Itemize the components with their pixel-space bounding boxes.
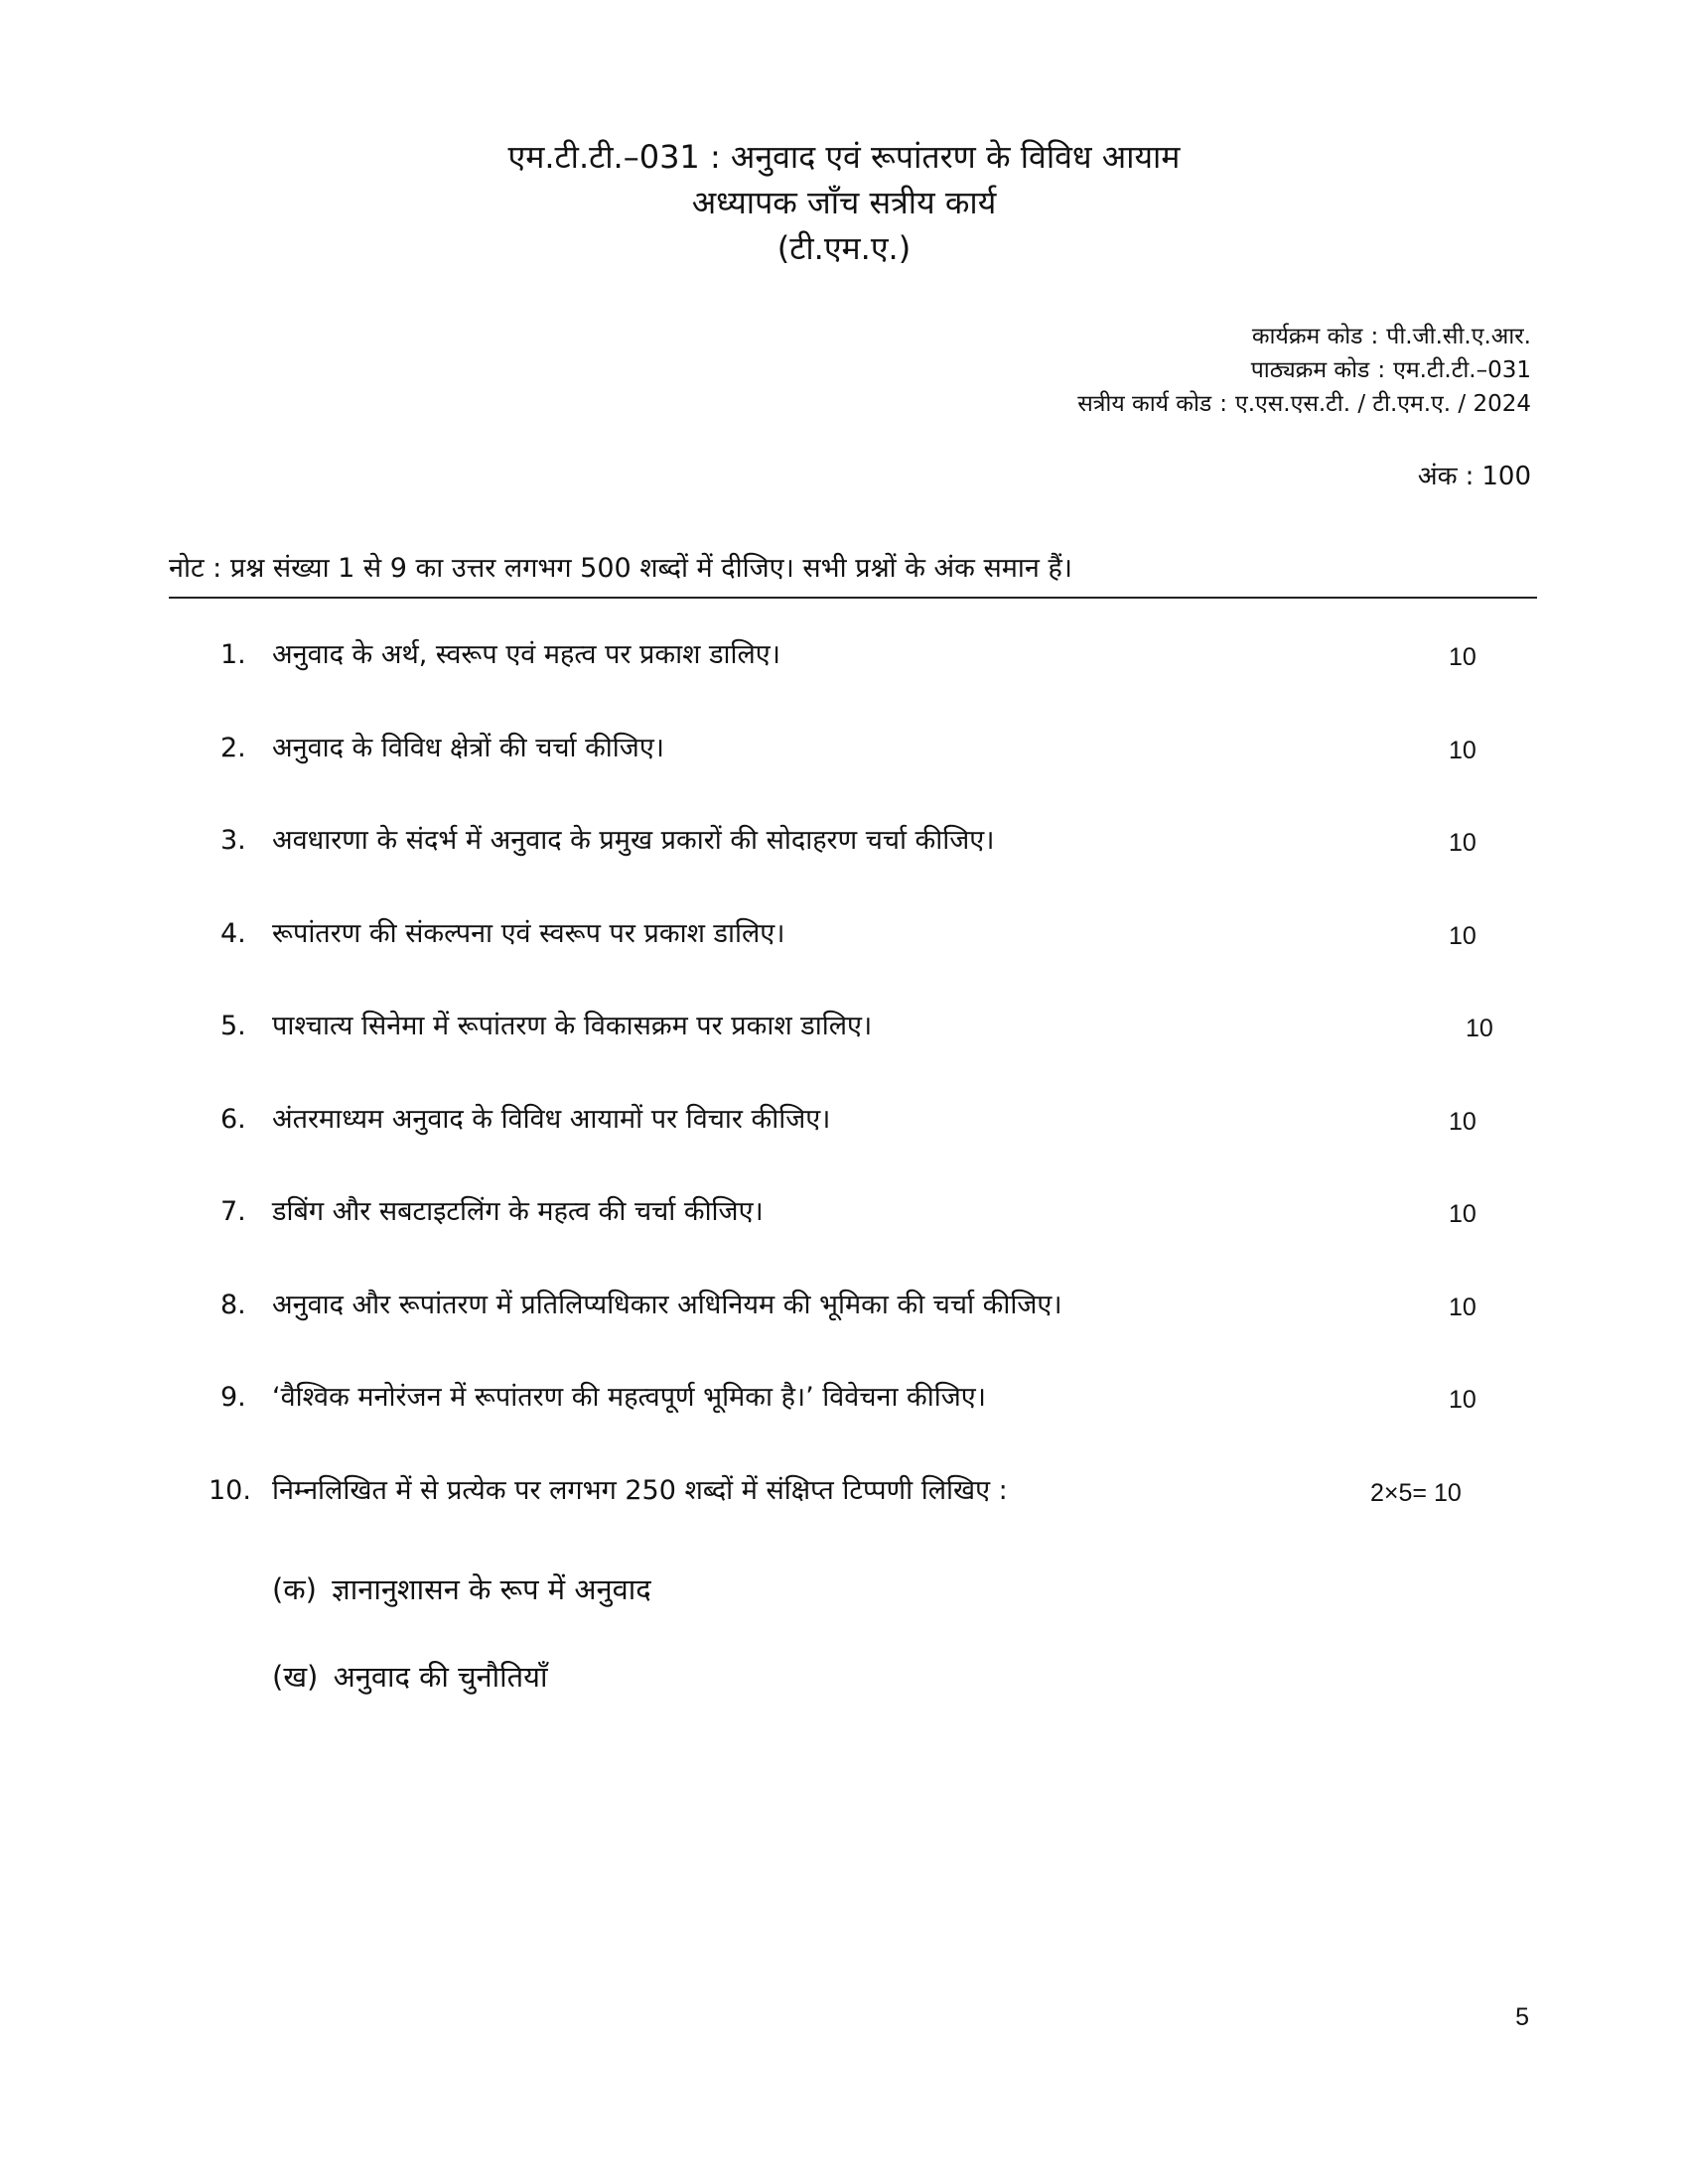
question-number: 1. bbox=[220, 639, 246, 670]
total-marks-value: 100 bbox=[1481, 462, 1531, 491]
question-item bbox=[220, 821, 1491, 914]
question-item bbox=[220, 729, 1491, 822]
question-marks: 2×5= 10 bbox=[1370, 1478, 1462, 1507]
question-text: अवधारणा के संदर्भ में अनुवाद के प्रमुख प्रकारों की सोदाहरण चर्चा कीजिए। bbox=[272, 825, 995, 856]
question-marks: 10 bbox=[1449, 921, 1477, 950]
question-text: अनुवाद के विविध क्षेत्रों की चर्चा कीजिए। bbox=[272, 732, 664, 763]
page-number: 5 bbox=[1515, 2003, 1529, 2031]
course-title: एम.टी.टी.–031 : अनुवाद एवं रूपांतरण के विविध आयाम bbox=[507, 138, 1181, 176]
question-number: 8. bbox=[220, 1289, 246, 1320]
course-code-label: पाठ्यक्रम कोड bbox=[1250, 357, 1370, 383]
question-text: पाश्चात्य सिनेमा में रूपांतरण के विकासक्रम पर प्रकाश डालिए। bbox=[272, 1011, 873, 1041]
question-marks: 10 bbox=[1449, 643, 1477, 671]
programme-code-separator: : bbox=[1370, 324, 1379, 349]
question-text: रूपांतरण की संकल्पना एवं स्वरूप पर प्रकाश डालिए। bbox=[272, 917, 785, 949]
assignment-code-label: सत्रीय कार्य कोड bbox=[1077, 391, 1212, 417]
sub-question-text: अनुवाद की चुनौतियाँ bbox=[333, 1660, 548, 1694]
question-number: 6. bbox=[220, 1103, 246, 1135]
codes-block bbox=[1077, 320, 1531, 421]
question-number: 9. bbox=[220, 1382, 246, 1413]
sub-question-item bbox=[272, 1569, 651, 1656]
programme-code-value: पी.जी.सी.ए.आर. bbox=[1386, 324, 1531, 349]
total-marks bbox=[1418, 459, 1531, 494]
question-number: 10. bbox=[209, 1474, 251, 1506]
question-number: 4. bbox=[220, 917, 246, 949]
question-item bbox=[220, 1192, 1491, 1286]
question-text: अनुवाद और रूपांतरण में प्रतिलिप्यधिकार अधिनियम की भूमिका की चर्चा कीजिए। bbox=[272, 1289, 1062, 1320]
question-item bbox=[220, 635, 1491, 729]
course-code-value: एम.टी.टी.–031 bbox=[1393, 357, 1531, 383]
question-text: निम्नलिखित में से प्रत्येक पर लगभग 250 शब्दों में संक्षिप्त टिप्पणी लिखिए : bbox=[272, 1474, 1008, 1506]
assignment-abbreviation: (टी.एम.ए.) bbox=[776, 229, 912, 267]
question-number: 2. bbox=[220, 732, 246, 763]
question-item bbox=[220, 1286, 1491, 1379]
question-item bbox=[220, 914, 1491, 1008]
assignment-code bbox=[1077, 387, 1531, 421]
question-marks: 10 bbox=[1449, 1293, 1477, 1321]
question-marks: 10 bbox=[1449, 829, 1477, 857]
question-item bbox=[209, 1471, 1491, 1565]
question-item bbox=[220, 1100, 1491, 1193]
question-number: 3. bbox=[220, 825, 246, 856]
note-divider bbox=[169, 597, 1537, 599]
title-block bbox=[0, 134, 1688, 271]
programme-code bbox=[1077, 320, 1531, 353]
assignment-type: अध्यापक जाँच सत्रीय कार्य bbox=[691, 184, 997, 221]
question-item bbox=[220, 1007, 1491, 1100]
question-number: 7. bbox=[220, 1196, 246, 1227]
sub-question-label: (ख) bbox=[272, 1660, 319, 1694]
total-marks-label: अंक bbox=[1417, 462, 1458, 491]
question-text: ‘वैश्विक मनोरंजन में रूपांतरण की महत्वपूर्ण भूमिका है।’ विवेचना कीजिए। bbox=[272, 1382, 986, 1413]
question-list bbox=[209, 635, 1493, 1564]
question-marks: 10 bbox=[1449, 736, 1477, 764]
question-text: अंतरमाध्यम अनुवाद के विविध आयामों पर विचार कीजिए। bbox=[272, 1103, 831, 1135]
total-marks-separator: : bbox=[1465, 462, 1475, 491]
course-code-separator: : bbox=[1377, 357, 1386, 383]
sub-question-item bbox=[272, 1656, 651, 1743]
question-item bbox=[220, 1378, 1491, 1471]
instructions-note: नोट : प्रश्न संख्या 1 से 9 का उत्तर लगभग 500 शब्दों में दीजिए। सभी प्रश्नों के अंक समान हैं। bbox=[169, 553, 1073, 584]
assignment-code-separator: : bbox=[1219, 391, 1227, 417]
sub-question-label: (क) bbox=[272, 1572, 317, 1606]
sub-question-list bbox=[272, 1569, 651, 1743]
sub-question-text: ज्ञानानुशासन के रूप में अनुवाद bbox=[332, 1572, 651, 1606]
programme-code-label: कार्यक्रम कोड bbox=[1251, 324, 1363, 349]
question-marks: 10 bbox=[1449, 1386, 1477, 1414]
question-text: डबिंग और सबटाइटलिंग के महत्व की चर्चा कीजिए। bbox=[272, 1196, 764, 1227]
course-code bbox=[1077, 353, 1531, 387]
question-text: अनुवाद के अर्थ, स्वरूप एवं महत्व पर प्रकाश डालिए। bbox=[272, 639, 780, 670]
assignment-code-value: ए.एस.एस.टी. / टी.एम.ए. / 2024 bbox=[1235, 391, 1531, 417]
question-marks: 10 bbox=[1449, 1107, 1477, 1136]
question-number: 5. bbox=[220, 1011, 246, 1041]
question-marks: 10 bbox=[1449, 1200, 1477, 1228]
question-marks: 10 bbox=[1466, 1015, 1493, 1042]
